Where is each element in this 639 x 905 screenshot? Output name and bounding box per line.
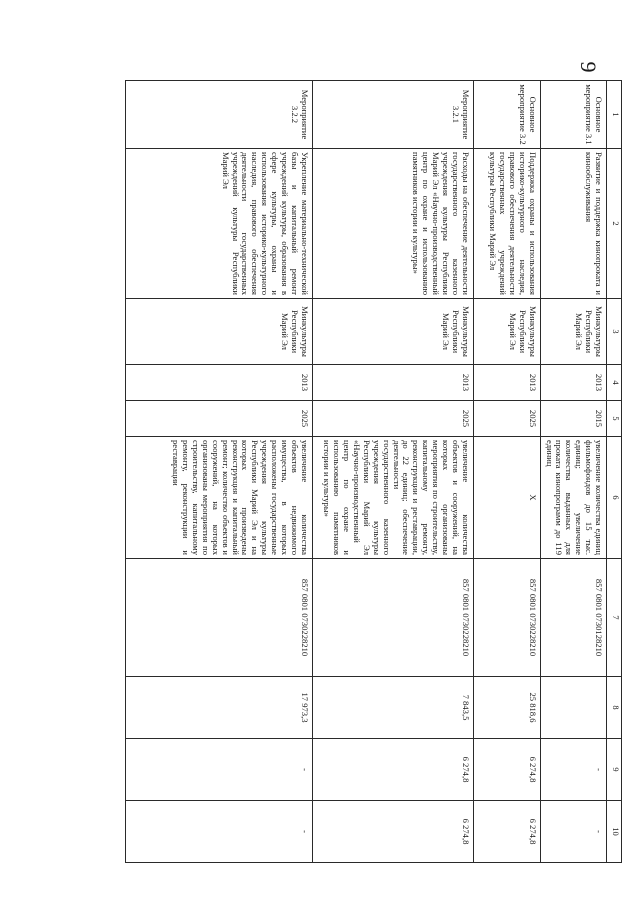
column-number: 2 [607,149,622,299]
rotated-table-sheet [116,80,622,862]
column-number: 4 [607,365,622,401]
amount-col-10: 6 274,8 [473,801,540,863]
measure-number: Мероприятие 3.2.1 [312,81,473,149]
start-year: 2013 [312,365,473,401]
expected-result: увеличение количества объектов и сооружений, на которых организованы мероприятия по строительству, капитальному ремонту, реконструкции и реставрации, до 22 единиц; обеспечение деятельности государственного казенного учреждения культуры Республики Марий Эл «Научно-производственный центр по охране и использованию памятников истории и культуры» [312,437,473,559]
amount-col-9: 6 274,8 [312,739,473,801]
amount-col-10: - [125,801,312,863]
measure-number: Основное мероприятие 3.1 [540,81,606,149]
table-row [312,81,473,863]
column-number: 5 [607,401,622,437]
measure-name: Укрепление материально-технической базы и капитальный ремонт учреждений культуры, образования в сфере культуры, охраны и использования историко-культурного наследия, правового обеспечения деятельности государственных учреждений культуры Республики Марий Эл [125,149,312,299]
start-year: 2013 [540,365,606,401]
budget-code: 857 0801 0730228210 [312,559,473,677]
table-row [125,81,312,863]
column-number: 10 [607,801,622,863]
budget-code: 857 0801 0730228210 [125,559,312,677]
start-year: 2013 [473,365,540,401]
end-year: 2025 [312,401,473,437]
amount-col-8: 25 818,6 [473,677,540,739]
table-row [540,81,606,863]
amount-col-10: - [540,801,606,863]
budget-code: 857 0801 0730228210 [473,559,540,677]
table-row [473,81,540,863]
column-number: 8 [607,677,622,739]
responsible-executor: Минкультуры Республики Марий Эл [312,299,473,365]
measure-name: Развитие и поддержка кинопроката и кинообслуживания [540,149,606,299]
measure-name: Расходы на обеспечение деятельности государственного казенного учреждения культуры Республики Марий Эл «Научно-производственный центр по охране и использованию памятников истории и культуры» [312,149,473,299]
measure-number: Основное мероприятие 3.2 [473,81,540,149]
end-year: 2015 [540,401,606,437]
amount-col-9: 6 274,8 [473,739,540,801]
column-number-row [607,81,622,863]
program-table [125,80,622,863]
amount-col-8: 7 843,5 [312,677,473,739]
column-number: 1 [607,81,622,149]
page-number: 9 [576,61,601,73]
expected-result: увеличение количества единиц фильмофондов до 15 тыс. единиц; увеличение количества выданных для проката кинопрограмм до 119 единиц [540,437,606,559]
amount-col-10: 6 274,8 [312,801,473,863]
column-number: 6 [607,437,622,559]
responsible-executor: Минкультуры Республики Марий Эл [125,299,312,365]
responsible-executor: Минкультуры Республики Марий Эл [540,299,606,365]
column-number: 3 [607,299,622,365]
expected-result: увеличение количества объектов недвижимого имущества, в которых расположены государственные учреждения культуры Республики Марий Эл и на которых произведены реконструкция и капитальный ремонт; количество объектов и сооружений, на которых организованы мероприятия по строительству, капитальному ремонту, реконструкции и реставрации [125,437,312,559]
start-year: 2013 [125,365,312,401]
measure-name: Поддержка охраны и использования историко-культурного наследия, правового обеспечения деятельности государственных учреждений культуры Республики Марий Эл [473,149,540,299]
amount-col-8 [540,677,606,739]
amount-col-9: - [540,739,606,801]
amount-col-8: 17 973,3 [125,677,312,739]
end-year: 2025 [473,401,540,437]
measure-number: Мероприятие 3.2.2 [125,81,312,149]
column-number: 9 [607,739,622,801]
end-year: 2025 [125,401,312,437]
column-number: 7 [607,559,622,677]
expected-result: Х [473,437,540,559]
amount-col-9: - [125,739,312,801]
responsible-executor: Минкультуры Республики Марий Эл [473,299,540,365]
budget-code: 857 0801 0730128210 [540,559,606,677]
